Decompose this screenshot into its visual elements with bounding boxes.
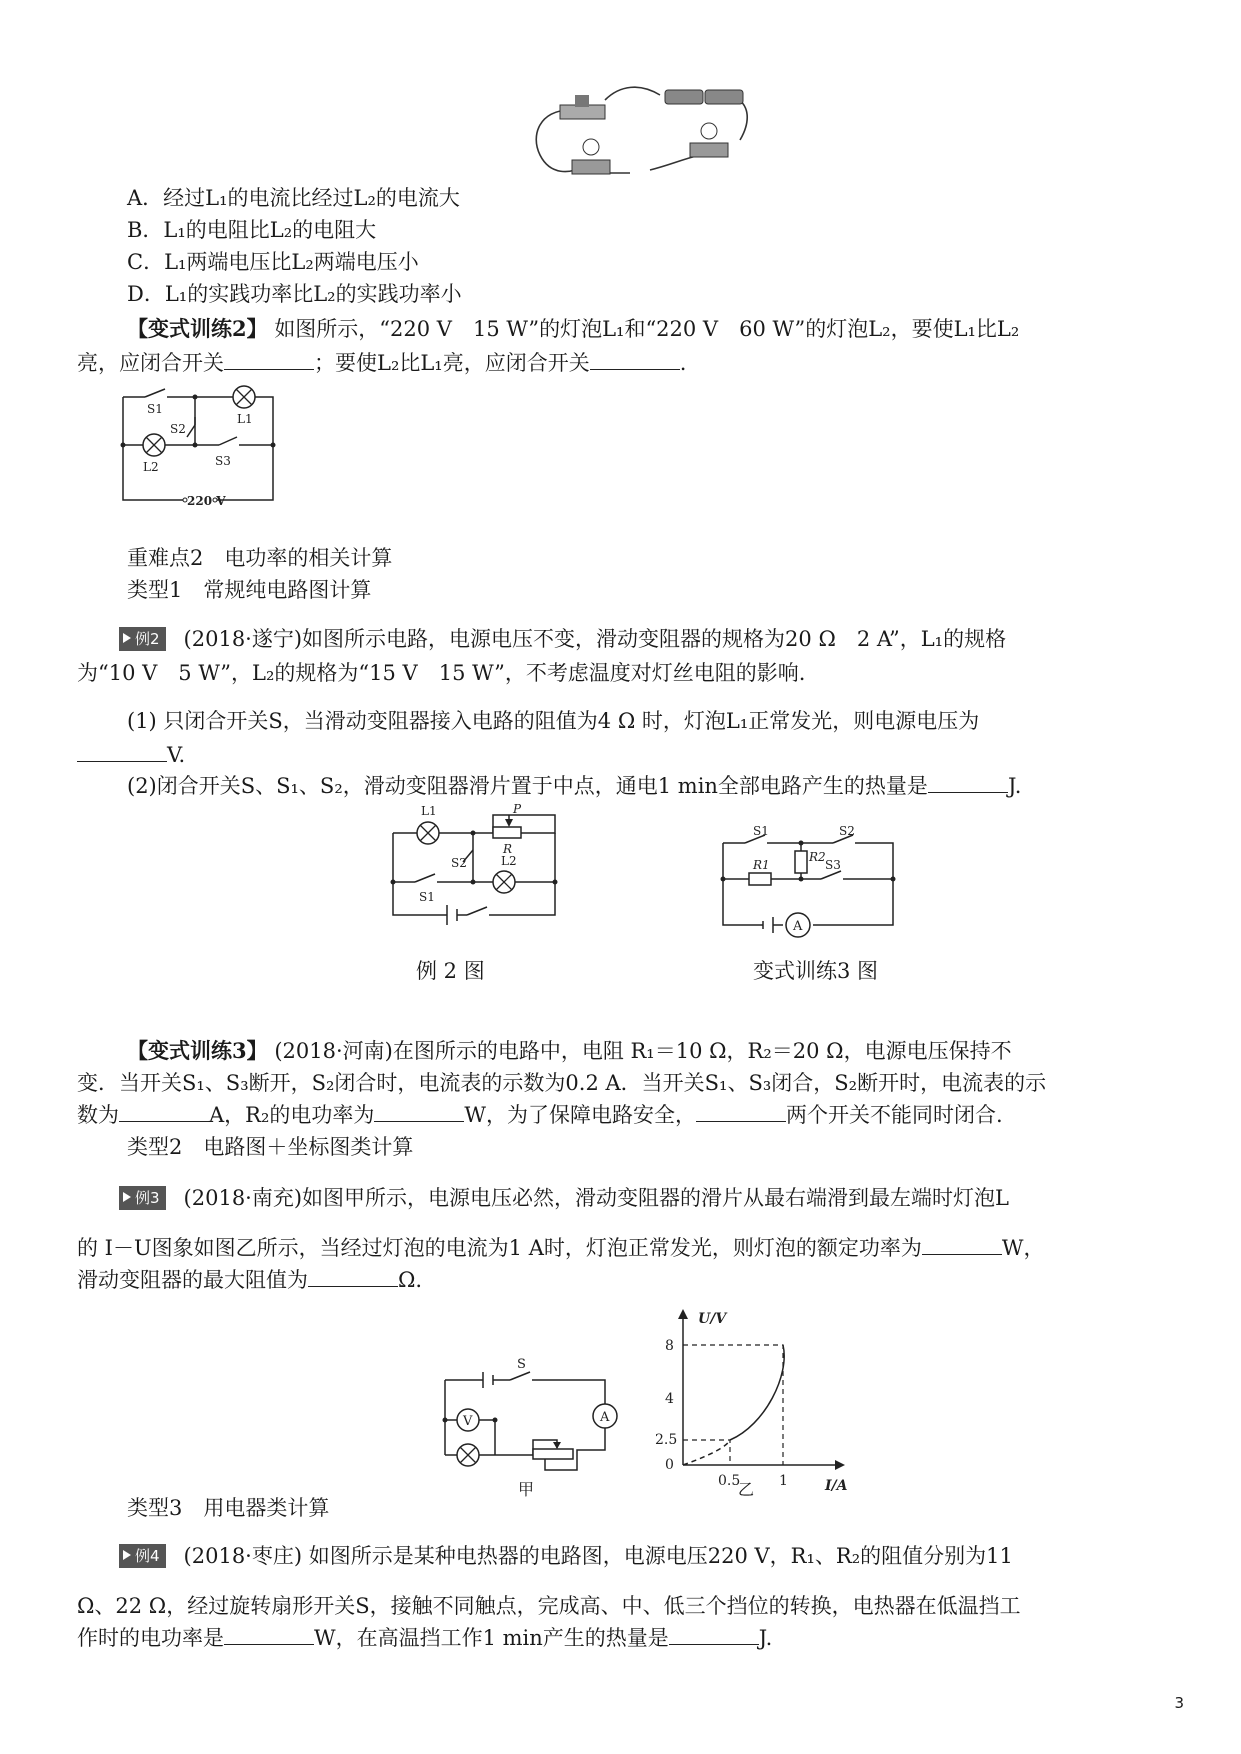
play-icon — [123, 633, 131, 643]
ex3-text3a: 滑动变阻器的最大阻值为 — [77, 1268, 308, 1292]
x-tick: 0.5 — [718, 1473, 741, 1489]
variant3-label: 【变式训练3】 — [127, 1038, 268, 1063]
ammeter-label: A — [793, 919, 803, 934]
answer-blank[interactable] — [224, 1626, 314, 1645]
switch-s3-label: S3 — [825, 858, 841, 872]
section-heading: 重难点2 电功率的相关计算 — [127, 546, 393, 570]
top-circuit-figure — [530, 85, 760, 185]
ex4-text3c: J. — [758, 1626, 773, 1650]
variant2-line2 — [77, 348, 686, 378]
answer-blank[interactable] — [696, 1103, 786, 1122]
supply-voltage-label: 220 V — [187, 494, 226, 508]
option-d: D．L₁的实践功率比L₂的实践功率小 — [127, 282, 462, 306]
option-b: B．L₁的电阻比L₂的电阻大 — [127, 218, 377, 242]
example-tag-label: 例4 — [135, 1547, 160, 1565]
variant2-line1 — [127, 314, 1019, 344]
ex3-text3b: Ω. — [398, 1268, 423, 1292]
lamp-l1-label: L1 — [237, 412, 253, 426]
ex4-text3b: W，在高温挡工作1 min产生的热量是 — [314, 1626, 669, 1650]
example-tag — [119, 627, 166, 651]
lamp-l2-label: L2 — [501, 854, 517, 868]
variant2-text2a: 亮，应闭合开关 — [77, 351, 224, 375]
answer-blank[interactable] — [77, 743, 167, 762]
switch-s3-label: S3 — [215, 454, 231, 468]
ex3-line2 — [77, 1233, 1044, 1263]
switch-s1-label: S1 — [147, 402, 163, 416]
variant3-text3c: W，为了保障电路安全， — [464, 1103, 696, 1127]
resistor-r-label: R — [503, 842, 513, 856]
play-icon — [123, 1550, 131, 1560]
ex2-q2-unit: J. — [1007, 774, 1022, 798]
ex3-graph-figure — [655, 1305, 855, 1494]
ex2-text1: (2018·遂宁)如图所示电路，电源电压不变，滑动变阻器的规格为20 Ω 2 A”，L₁的规格 — [183, 627, 1007, 651]
variant3-figure-caption: 变式训练3 图 — [753, 959, 879, 983]
ex2-circuit-figure — [385, 802, 565, 925]
voltmeter-label: V — [463, 1414, 473, 1429]
answer-blank[interactable] — [224, 351, 314, 370]
type3-heading: 类型3 用电器类计算 — [127, 1496, 330, 1520]
option-c: C．L₁两端电压比L₂两端电压小 — [127, 250, 419, 274]
ex2-q2-text: (2)闭合开关S、S₁、S₂，滑动变阻器滑片置于中点，通电1 min全部电路产生的热量是 — [127, 774, 928, 798]
y-tick: 8 — [665, 1338, 674, 1354]
example-tag-label: 例3 — [135, 1189, 160, 1207]
type1-heading: 类型1 常规纯电路图计算 — [127, 578, 372, 602]
ex4-text3a: 作时的电功率是 — [77, 1626, 224, 1650]
variant2-text1: 如图所示，“220 V 15 W”的灯泡L₁和“220 V 60 W”的灯泡L₂，要使L₁比L₂ — [274, 317, 1020, 341]
answer-blank[interactable] — [374, 1103, 464, 1122]
x-axis-label: I/A — [825, 1478, 848, 1494]
variant3-text3a: 数为 — [77, 1103, 119, 1127]
variant3-circuit-figure — [715, 825, 900, 935]
type2-heading: 类型2 电路图＋坐标图类计算 — [127, 1135, 414, 1159]
switch-s-label: S — [517, 1357, 526, 1372]
ex3-line3 — [77, 1265, 422, 1295]
ex4-line3 — [77, 1623, 772, 1653]
variant2-text2c: . — [679, 351, 687, 375]
resistor-r1-label: R1 — [753, 858, 770, 872]
ex3-circuit-figure — [435, 1357, 615, 1490]
variant2-circuit-figure — [115, 385, 285, 510]
ex3-text2a: 的 I－U图象如图乙所示，当经过灯泡的电流为1 A时，灯泡正常发光，则灯泡的额定功率为 — [77, 1236, 922, 1260]
answer-blank[interactable] — [590, 351, 680, 370]
ammeter-label: A — [600, 1410, 610, 1425]
ex2-q1-unit: V. — [167, 743, 186, 767]
variant3-line1 — [127, 1036, 1012, 1066]
switch-s2-label: S2 — [170, 422, 186, 436]
ex2-figure-caption: 例 2 图 — [416, 959, 485, 983]
play-icon — [123, 1192, 131, 1202]
ex2-q2 — [127, 771, 1021, 801]
answer-blank[interactable] — [308, 1268, 398, 1287]
ex4-line2: Ω、22 Ω，经过旋转扇形开关S，接触不同触点，完成高、中、低三个挡位的转换，电热器在低温挡工 — [77, 1594, 1021, 1618]
ex4-line1 — [119, 1541, 1013, 1571]
y-tick: 4 — [665, 1391, 674, 1407]
lamp-l2-label: L2 — [143, 460, 159, 474]
answer-blank[interactable] — [119, 1103, 209, 1122]
y-axis-label: U/V — [698, 1311, 727, 1327]
y-tick: 2.5 — [655, 1432, 678, 1448]
switch-s2-label: S2 — [839, 824, 855, 838]
switch-s2-label: S2 — [451, 856, 467, 870]
switch-s1-label: S1 — [753, 824, 769, 838]
ex3-line1 — [119, 1183, 1009, 1213]
ex4-text1: (2018·枣庄) 如图所示是某种电热器的电路图，电源电压220 V，R₁、R₂的阻值分别为11 — [183, 1544, 1013, 1568]
page-number: 3 — [1174, 1694, 1184, 1712]
variant3-text3d: 两个开关不能同时闭合. — [786, 1103, 1003, 1127]
ex3-circuit-caption: 甲 — [518, 1480, 535, 1499]
example-tag-label: 例2 — [135, 630, 160, 648]
variant3-line3 — [77, 1100, 1003, 1130]
option-a: A．经过L₁的电流比经过L₂的电流大 — [127, 186, 460, 210]
example-tag — [119, 1186, 166, 1210]
ex3-text2b: W， — [1001, 1236, 1045, 1260]
x-tick: 1 — [779, 1473, 788, 1489]
ex2-line2: 为“10 V 5 W”，L₂的规格为“15 V 15 W”，不考虑温度对灯丝电阻的影响. — [77, 661, 806, 685]
ex2-q1-answer — [77, 740, 185, 770]
answer-blank[interactable] — [669, 1626, 759, 1645]
lamp-l1-label: L1 — [421, 804, 437, 818]
answer-blank[interactable] — [928, 774, 1008, 793]
variant3-line2: 变．当开关S₁、S₃断开，S₂闭合时，电流表的示数为0.2 A．当开关S₁、S₃闭合，S₂断开时，电流表的示 — [77, 1071, 1047, 1095]
resistor-r2-label: R2 — [809, 850, 826, 864]
variant2-text2b: ；要使L₂比L₁亮，应闭合开关 — [314, 351, 590, 375]
slider-p-label: P — [513, 802, 522, 816]
answer-blank[interactable] — [922, 1236, 1002, 1255]
variant3-text3b: A，R₂的电功率为 — [209, 1103, 375, 1127]
ex3-graph-caption: 乙 — [738, 1480, 755, 1499]
y-tick: 0 — [665, 1457, 674, 1473]
ex2-line1 — [119, 624, 1006, 654]
example-tag — [119, 1544, 166, 1568]
variant2-label: 【变式训练2】 — [127, 316, 268, 341]
ex3-text1: (2018·南充)如图甲所示，电源电压必然，滑动变阻器的滑片从最右端滑到最左端时灯泡L — [183, 1186, 1009, 1210]
variant3-text1: (2018·河南)在图所示的电路中，电阻 R₁＝10 Ω，R₂＝20 Ω，电源电压保持不 — [274, 1039, 1012, 1063]
switch-s1-label: S1 — [419, 890, 435, 904]
ex2-q1: (1) 只闭合开关S，当滑动变阻器接入电路的阻值为4 Ω 时，灯泡L₁正常发光，则电源电压为 — [127, 709, 980, 733]
